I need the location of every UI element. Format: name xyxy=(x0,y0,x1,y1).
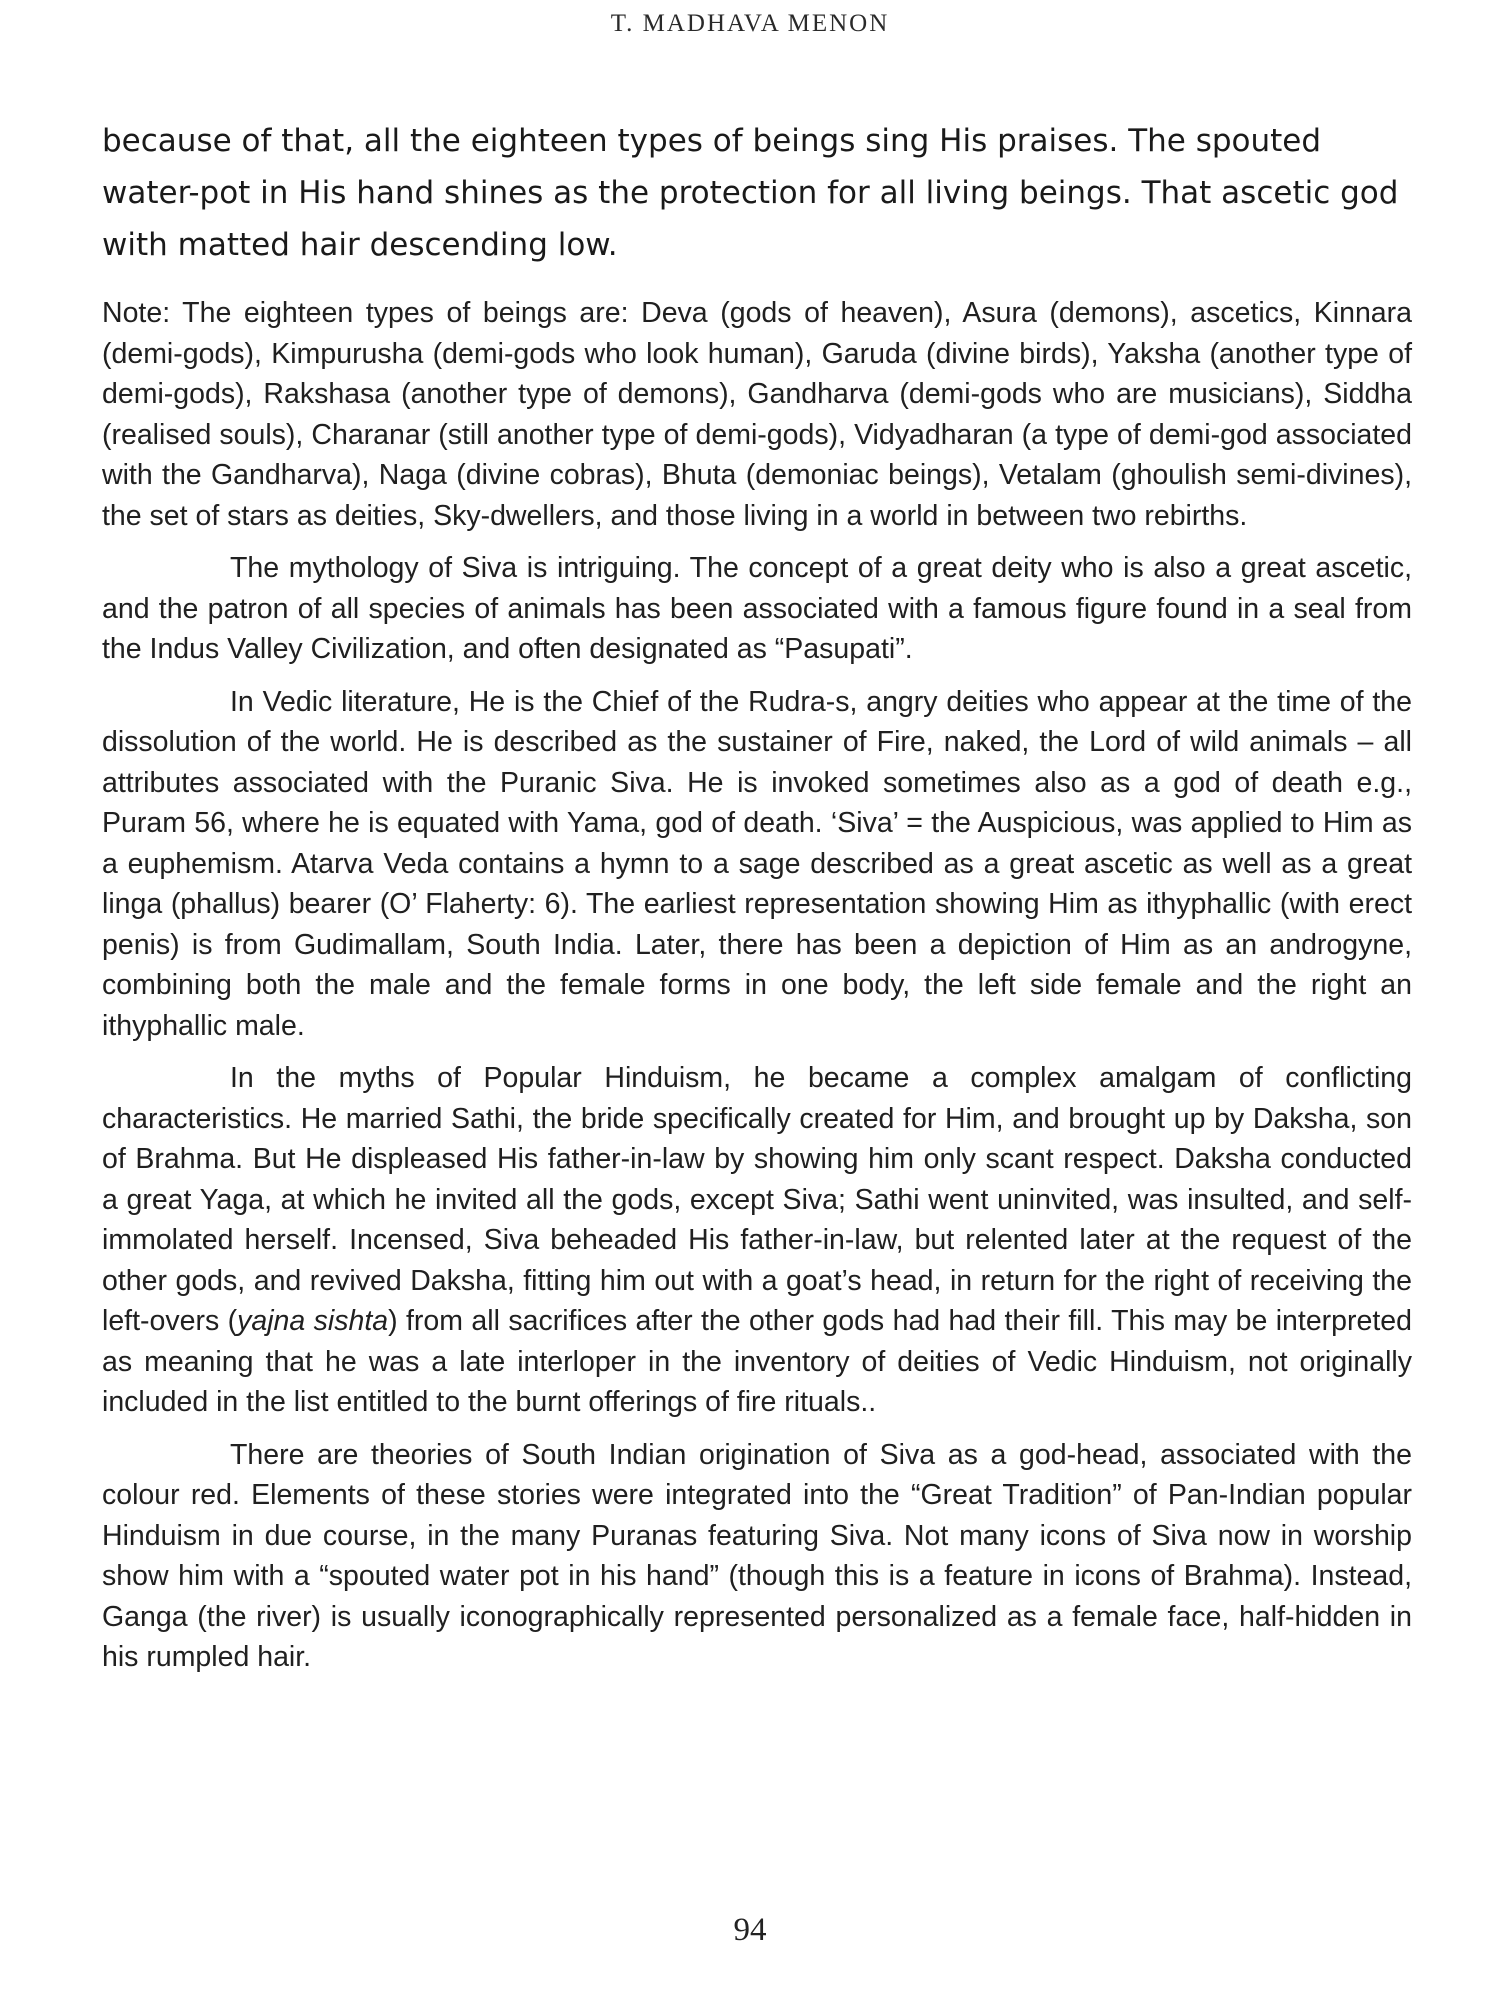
paragraph-popular-hinduism xyxy=(102,1058,1412,1423)
paragraph-mythology: The mythology of Siva is intriguing. The concept of a great deity who is also a great ascetic, and the patron of all species of animals has been associated with a famous figure found in a seal from the Indus Valley Civilization, and often designated as “Pasupati”. xyxy=(102,552,1412,665)
italic-term-yajna-sishta: yajna sishta xyxy=(237,1305,389,1337)
running-header: T. MADHAVA MENON xyxy=(610,10,890,37)
footnote-eighteen-beings: Note: The eighteen types of beings are: Deva (gods of heaven), Asura (demons), ascetics, Kinnara (demi-gods), Kimpurusha (demi-gods who look human), Garuda (divine birds), Yaksha (another type of demi-gods), Rakshasa (another type of demons), Gandharva (demi-gods who are musicians), Siddha (realised souls), Charanar (still another type of demi-gods), Vidyadharan (a type of demi-god associated with the Gandharva), Naga (divine cobras), Bhuta (demoniac beings), Vetalam (ghoulish semi-divines), the set of stars as deities, Sky-dwellers, and those living in a world in between two rebirths. xyxy=(102,297,1412,532)
paragraph-south-indian-origin: There are theories of South Indian origination of Siva as a god-head, associated with the colour red. Elements of these stories were integrated into the “Great Tradition” of Pan-Indian popular Hinduism in due course, in the many Puranas featuring Siva. Not many icons of Siva now in worship show him with a “spouted water pot in his hand” (though this is a feature in icons of Brahma). Instead, Ganga (the river) is usually iconographically represented personalized as a female face, half-hidden in his rumpled hair. xyxy=(102,1438,1412,1673)
page-number: 94 xyxy=(733,1912,767,1948)
paragraph-popular-hinduism-text-b: ) from all sacrifices after the other gods had had their fill. This may be interpreted as meaning that he was a late interloper in the inventory of deities of Vedic Hinduism, not originally included in the list entitled to the burnt offerings of fire rituals.. xyxy=(102,1305,1412,1418)
verse-translation: because of that, all the eighteen types of beings sing His praises. The spouted water-pot in His hand shines as the protection for all living beings. That ascetic god with matted hair descending low. xyxy=(102,123,1399,263)
paragraph-vedic-literature: In Vedic literature, He is the Chief of the Rudra-s, angry deities who appear at the time of the dissolution of the world. He is described as the sustainer of Fire, naked, the Lord of wild animals – all attributes associated with the Puranic Siva. He is invoked sometimes also as a god of death e.g., Puram 56, where he is equated with Yama, god of death. ‘Siva’ = the Auspicious, was applied to Him as a euphemism. Atarva Veda contains a hymn to a sage described as a great ascetic as well as a great linga (phallus) bearer (O’ Flaherty: 6). The earliest representation showing Him as ithyphallic (with erect penis) is from Gudimallam, South India. Later, there has been a depiction of Him as an androgyne, combining both the male and the female forms in one body, the left side female and the right an ithyphallic male. xyxy=(102,685,1412,1042)
page-body xyxy=(102,115,1412,1690)
paragraph-popular-hinduism-text-a: In the myths of Popular Hinduism, he became a complex amalgam of conflicting characteristics. He married Sathi, the bride specifically created for Him, and brought up by Daksha, son of Brahma. But He displeased His father-in-law by showing him only scant respect. Daksha conducted a great Yaga, at which he invited all the gods, except Siva; Sathi went uninvited, was insulted, and self-immolated herself. Incensed, Siva beheaded His father-in-law, but relented later at the request of the other gods, and revived Daksha, fitting him out with a goat’s head, in return for the right of receiving the left-overs ( xyxy=(102,1062,1412,1337)
